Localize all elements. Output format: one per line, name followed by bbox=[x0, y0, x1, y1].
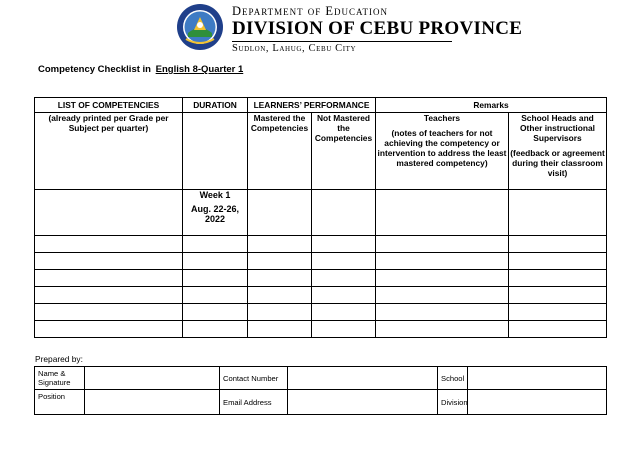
table-row bbox=[35, 321, 607, 338]
header-division: DIVISION OF CEBU PROVINCE bbox=[232, 18, 523, 39]
contact-number-label: Contact Number bbox=[220, 367, 288, 390]
table-row bbox=[35, 236, 607, 253]
deped-seal-icon bbox=[176, 3, 224, 51]
header-divider bbox=[232, 41, 452, 42]
document-title bbox=[38, 64, 243, 75]
header-competencies: LIST OF COMPETENCIES bbox=[35, 98, 183, 113]
name-signature-field[interactable] bbox=[85, 367, 220, 390]
header-department: Department of Education bbox=[232, 4, 389, 18]
header-performance: LEARNERS’ PERFORMANCE bbox=[248, 98, 376, 113]
email-field[interactable] bbox=[288, 390, 438, 415]
school-label: School bbox=[438, 367, 468, 390]
teachers-note: (notes of teachers for not achieving the competency or intervention to address the least mastered competency) bbox=[377, 128, 507, 168]
position-field[interactable] bbox=[85, 390, 220, 415]
signature-table bbox=[34, 366, 607, 415]
prepared-by-label: Prepared by: bbox=[35, 354, 83, 364]
division-label: Division bbox=[438, 390, 468, 415]
table-row bbox=[35, 304, 607, 321]
position-label: Position bbox=[35, 390, 85, 415]
table-row bbox=[35, 270, 607, 287]
contact-number-field[interactable] bbox=[288, 367, 438, 390]
table-subheader-row bbox=[35, 113, 607, 190]
signature-row bbox=[35, 390, 607, 415]
title-prefix: Competency Checklist in bbox=[38, 64, 151, 75]
week-label: Week 1 bbox=[199, 190, 231, 200]
school-field[interactable] bbox=[468, 367, 607, 390]
table-row bbox=[35, 190, 607, 236]
header-heads: School Heads and Other instructional Supervisors bbox=[520, 113, 595, 143]
table-row bbox=[35, 253, 607, 270]
header-address: Sudlon, Lahug, Cebu City bbox=[232, 43, 357, 54]
heads-note: (feedback or agreement during their classroom visit) bbox=[510, 148, 605, 178]
header-teachers-cell bbox=[376, 113, 509, 190]
name-signature-label: Name & Signature bbox=[35, 367, 85, 390]
division-field[interactable] bbox=[468, 390, 607, 415]
email-label: Email Address bbox=[220, 390, 288, 415]
title-subject: English 8-Quarter 1 bbox=[155, 64, 244, 75]
week-dates: Aug. 22-26, 2022 bbox=[190, 204, 239, 224]
header-teachers: Teachers bbox=[423, 113, 461, 123]
competency-table bbox=[34, 97, 607, 338]
table-row bbox=[35, 287, 607, 304]
table-header-row bbox=[35, 98, 607, 113]
week-cell bbox=[183, 190, 248, 236]
header-remarks: Remarks bbox=[376, 98, 607, 113]
duration-blank bbox=[183, 113, 248, 190]
header-not-mastered: Not Mastered the Competencies bbox=[312, 113, 376, 190]
header-duration: DURATION bbox=[183, 98, 248, 113]
signature-row bbox=[35, 367, 607, 390]
header-mastered: Mastered the Competencies bbox=[248, 113, 312, 190]
competencies-note: (already printed per Grade per Subject per quarter) bbox=[35, 113, 183, 190]
header-heads-cell bbox=[509, 113, 607, 190]
